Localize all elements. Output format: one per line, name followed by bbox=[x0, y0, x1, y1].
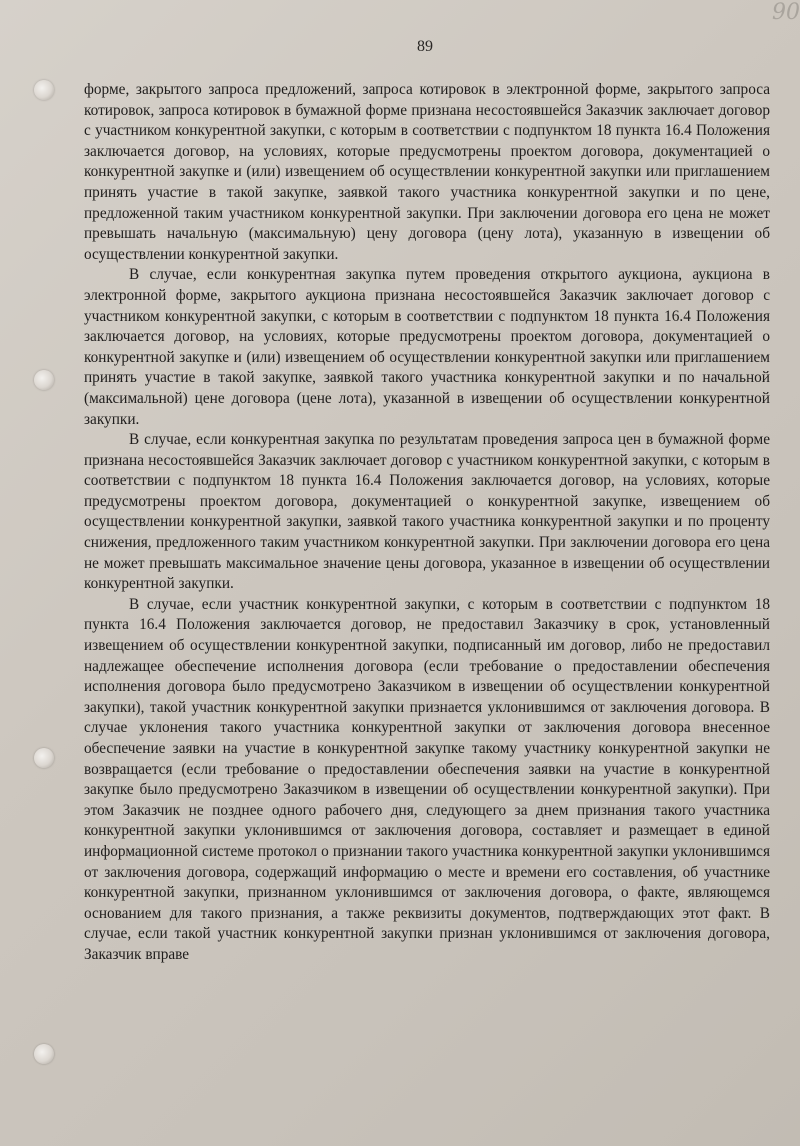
punch-hole-icon bbox=[34, 80, 54, 100]
paragraph: В случае, если конкурентная закупка по результатам проведения запроса цен в бумажной форме признана несостоявшейся Заказчик заключает договор с участником конкурентной закупки, с которым в соответствии с подпунктом 18 пункта 16.4 Положения заключается договор, на условиях, которые предусмотрены проектом договора, документацией о конкурентной закупке, извещением об осуществлении конкурентной закупки, заявкой такого участника конкурентной закупки и по проценту снижения, предложенного таким участником конкурентной закупки. При заключении договора его цена не может превышать максимальное значение цены договора, указанное в извещении об осуществлении конкурентной закупки. bbox=[84, 431, 770, 593]
paragraph: В случае, если участник конкурентной закупки, с которым в соответствии с подпунктом 18 пункта 16.4 Положения заключается договор, не предоставил Заказчику в срок, установленный извещением об осуществлении конкурентной закупки, подписанный им договор, либо не предоставил надлежащее обеспечение исполнения договора (если требование о предоставлении обеспечения исполнения договора было предусмотрено Заказчиком в извещении об осуществлении конкурентной закупки), такой участник конкурентной закупки признается уклонившимся от заключения договора. В случае уклонения такого участника конкурентной закупки от заключения договора внесенное обеспечение заявки на участие в конкурентной закупке такому участнику конкурентной закупки не возвращается (если требование о предоставлении обеспечения заявки на участие в конкурентной закупке было предусмотрено Заказчиком в извещении об осуществлении конкурентной закупки). При этом Заказчик не позднее одного рабочего дня, следующего за днем признания такого участника конкурентной закупки уклонившимся от заключения договора, составляет и размещает в единой информационной системе протокол о признании такого участника конкурентной закупки уклонившимся от заключения договора, содержащий информацию о месте и времени его составления, об участнике конкурентной закупки, признанном уклонившимся от заключения договора, о факте, являющемся основанием для такого признания, а также реквизиты документов, подтверждающих этот факт. В случае, если такой участник конкурентной закупки признан уклонившимся от заключения договора, Заказчик вправе bbox=[84, 595, 770, 963]
paragraph: форме, закрытого запроса предложений, запроса котировок в электронной форме, закрытого запроса котировок, запроса котировок в бумажной форме признана несостоявшейся Заказчик заключает договор с участником конкурентной закупки, с которым в соответствии с подпунктом 18 пункта 16.4 Положения заключается договор, на условиях, которые предусмотрены проектом договора, документацией о конкурентной закупке и (или) извещением об осуществлении конкурентной закупки или приглашением принять участие в такой закупке, заявкой такого участника конкурентной закупки и по цене, предложенной таким участником конкурентной закупки. При заключении договора его цена не может превышать начальную (максимальную) цену договора (цену лота), указанную в извещении об осуществлении конкурентной закупки. bbox=[84, 81, 770, 263]
body-text bbox=[84, 80, 770, 966]
corner-page-mark: 90 bbox=[772, 0, 800, 25]
page-number: 89 bbox=[417, 38, 433, 55]
paragraph: В случае, если конкурентная закупка путем проведения открытого аукциона, аукциона в электронной форме, закрытого аукциона признана несостоявшейся Заказчик заключает договор с участником конкурентной закупки, с которым в соответствии с подпунктом 18 пункта 16.4 Положения заключается договор, на условиях, которые предусмотрены проектом договора, документацией о конкурентной закупке и (или) извещением об осуществлении конкурентной закупки или приглашением принять участие в такой закупке, заявкой такого участника конкурентной закупки и по начальной (максимальной) цене договора (цене лота), указанной в извещении об осуществлении конкурентной закупки. bbox=[84, 266, 770, 428]
punch-hole-icon bbox=[34, 1044, 54, 1064]
punch-hole-icon bbox=[34, 370, 54, 390]
punch-hole-icon bbox=[34, 748, 54, 768]
